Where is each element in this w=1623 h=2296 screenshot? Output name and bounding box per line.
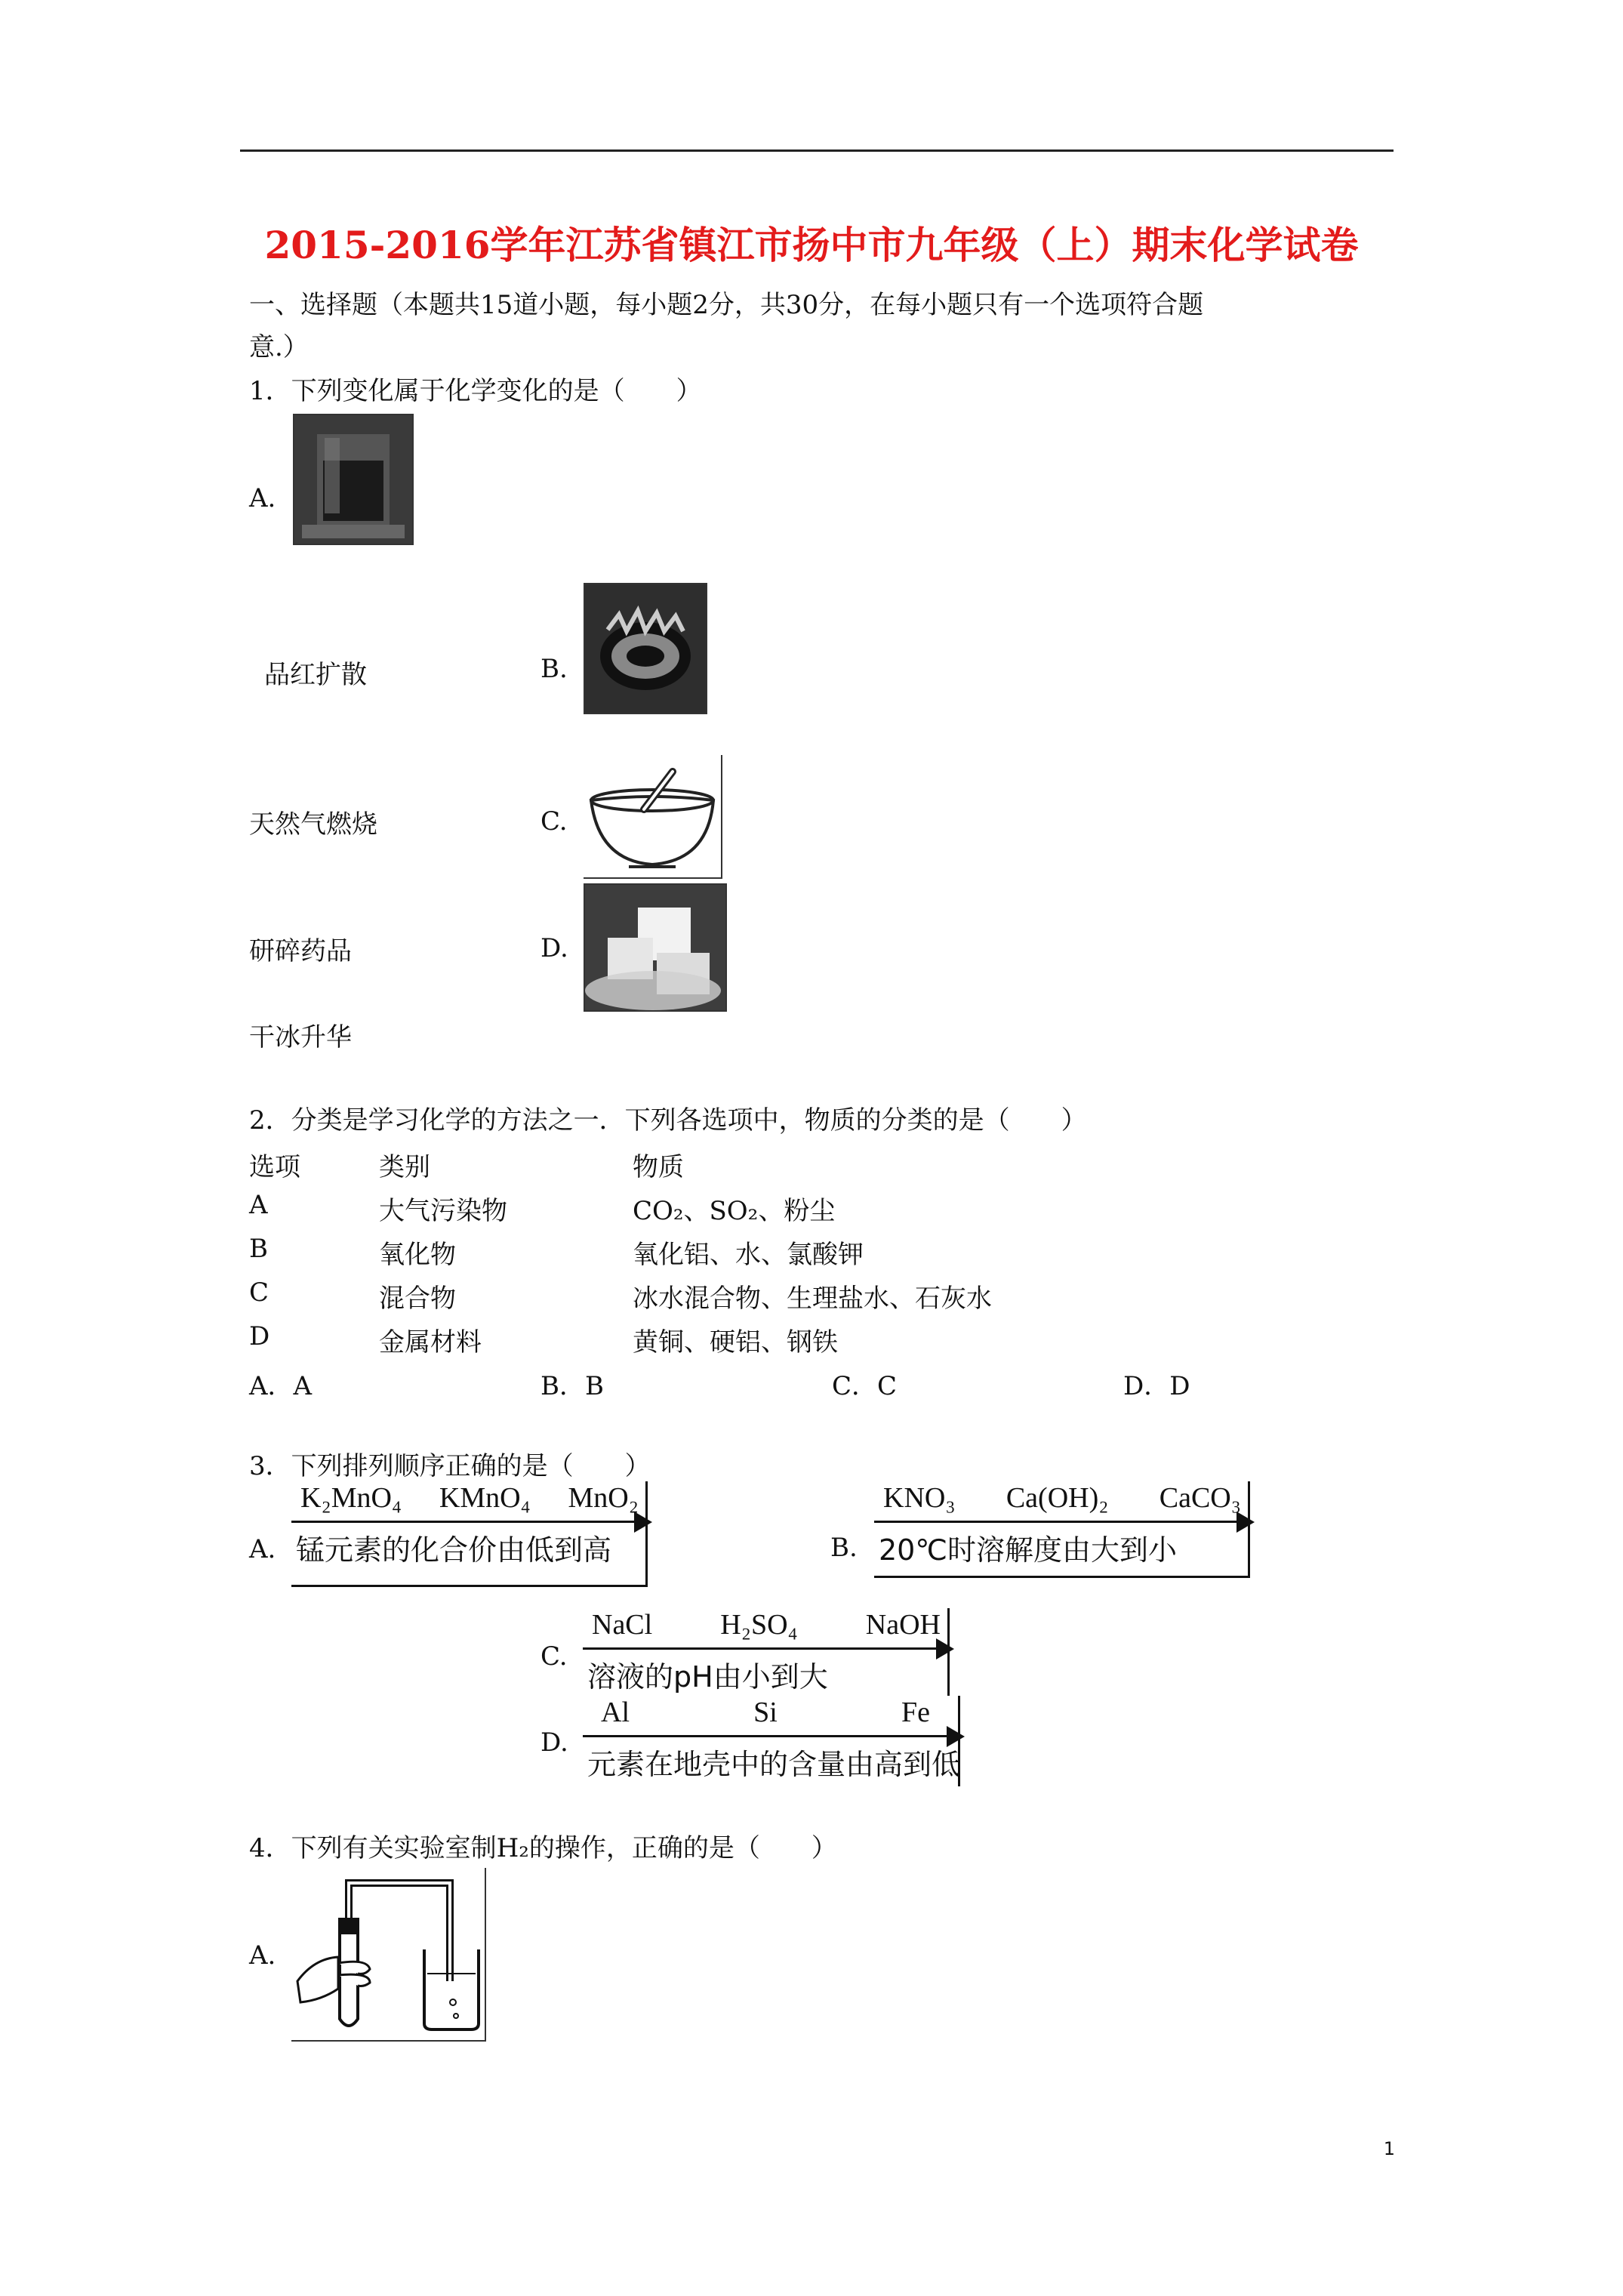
q3-option-d-chems — [583, 1696, 960, 1732]
q2-header-substance: 物质 — [633, 1152, 684, 1182]
q3-option-d-sequence — [583, 1696, 960, 1786]
q1-option-a-image — [293, 414, 414, 545]
mortar-pestle-icon — [584, 755, 721, 877]
q1-option-d-image — [584, 883, 727, 1012]
q3-c-desc: 溶液的pH由小到大 — [587, 1660, 828, 1693]
q3-d-chem-1: Al — [601, 1697, 630, 1728]
q1-option-a-caption: 品红扩散 — [264, 660, 367, 690]
q3-a-chem-2: KMnO₄ — [439, 1482, 531, 1514]
q4-option-a-letter: A. — [249, 1940, 276, 1971]
q2-row-c-option: C — [249, 1277, 269, 1308]
q2-stem: 2．分类是学习化学的方法之一．下列各选项中，物质的分类的是（ ） — [249, 1105, 1087, 1136]
q3-a-arrowhead — [634, 1512, 652, 1533]
q3-option-c-chems — [583, 1608, 950, 1644]
q3-a-underline — [291, 1585, 648, 1587]
q3-option-a-letter: A. — [249, 1534, 276, 1564]
q3-c-chem-1: NaCl — [592, 1609, 653, 1641]
q2-row-a-category: 大气污染物 — [379, 1196, 507, 1226]
q3-b-arrowhead — [1236, 1512, 1255, 1533]
q4-option-a-image — [291, 1868, 486, 2042]
q1-option-b-letter: B. — [540, 654, 568, 684]
q2-row-d-category: 金属材料 — [379, 1327, 482, 1358]
q3-option-b-chems — [874, 1481, 1250, 1518]
q3-option-c-letter: C. — [540, 1641, 568, 1672]
q2-row-c-category: 混合物 — [379, 1284, 456, 1314]
q2-answer-d: D．D — [1123, 1371, 1190, 1401]
q3-option-d-letter: D. — [540, 1727, 568, 1758]
q3-a-chem-3: MnO₂ — [568, 1482, 639, 1514]
q3-b-chem-2: Ca(OH)₂ — [1006, 1482, 1109, 1514]
header-rule — [240, 149, 1394, 152]
q3-a-desc: 锰元素的化合价由低到高 — [296, 1533, 612, 1567]
q3-a-frame — [645, 1481, 648, 1587]
q2-row-b-substance: 氧化铝、水、氯酸钾 — [633, 1240, 864, 1270]
q2-row-d-substance: 黄铜、硬铝、钢铁 — [633, 1327, 838, 1358]
exam-title: 2015-2016学年江苏省镇江市扬中市九年级（上）期末化学试卷 — [264, 223, 1359, 267]
q1-option-d-letter: D. — [540, 933, 568, 963]
q3-a-chem-1: K₂MnO₄ — [300, 1482, 402, 1514]
q3-c-chem-2: H₂SO₄ — [720, 1609, 798, 1641]
q3-option-b-sequence — [874, 1481, 1250, 1578]
beaker-photo-icon — [294, 415, 412, 544]
q2-row-a-option: A — [249, 1190, 268, 1220]
q3-b-chem-1: KNO₃ — [883, 1482, 956, 1514]
q3-a-arrow-line — [291, 1521, 643, 1523]
q3-d-arrow-line — [583, 1735, 956, 1737]
q2-row-a-substance: CO₂、SO₂、粉尘 — [633, 1196, 836, 1226]
q3-b-arrow-line — [874, 1521, 1246, 1523]
q3-d-chem-2: Si — [753, 1697, 778, 1728]
q3-d-chem-3: Fe — [901, 1697, 930, 1728]
q2-header-option: 选项 — [249, 1152, 300, 1182]
q3-c-arrowhead — [936, 1638, 954, 1660]
section-heading-line1: 一、选择题（本题共15道小题，每小题2分，共30分，在每小题只有一个选项符合题 — [249, 290, 1204, 320]
q4-stem: 4．下列有关实验室制H₂的操作，正确的是（ ） — [249, 1833, 837, 1863]
q1-stem: 1．下列变化属于化学变化的是（ ） — [249, 376, 702, 406]
q2-answer-c: C．C — [832, 1371, 898, 1401]
q2-row-d-option: D — [249, 1321, 270, 1351]
q2-header-category: 类别 — [379, 1152, 430, 1182]
q3-c-frame — [947, 1608, 950, 1696]
q3-option-b-letter: B. — [830, 1533, 858, 1563]
q3-b-chem-3: CaCO₃ — [1159, 1482, 1241, 1514]
dry-ice-photo-icon — [585, 885, 725, 1010]
q1-option-c-letter: C. — [540, 806, 568, 837]
gas-flame-photo-icon — [585, 584, 706, 713]
q2-answer-b: B．B — [540, 1371, 604, 1401]
q1-option-b-image — [584, 583, 707, 714]
q3-c-chem-3: NaOH — [865, 1609, 941, 1641]
q3-stem: 3．下列排列顺序正确的是（ ） — [249, 1451, 651, 1481]
q3-option-a-chems — [291, 1481, 648, 1518]
q1-option-c-image — [584, 755, 722, 879]
q3-b-desc: 20℃时溶解度由大到小 — [879, 1533, 1178, 1567]
q1-option-d-caption: 干冰升华 — [249, 1022, 352, 1052]
page-number: 1 — [1383, 2138, 1395, 2159]
q3-option-c-sequence — [583, 1608, 950, 1696]
q3-b-underline — [874, 1576, 1250, 1578]
q1-option-a-letter: A. — [249, 483, 276, 513]
q3-c-arrow-line — [583, 1647, 945, 1650]
q3-d-frame — [958, 1696, 960, 1786]
q2-row-b-option: B — [249, 1234, 268, 1264]
section-heading-line2: 意.） — [249, 332, 309, 362]
q3-option-a-sequence — [291, 1481, 648, 1587]
q1-option-b-caption: 天然气燃烧 — [249, 809, 377, 840]
q3-b-frame — [1248, 1481, 1250, 1578]
q2-row-c-substance: 冰水混合物、生理盐水、石灰水 — [633, 1284, 992, 1314]
q1-option-c-caption: 研碎药品 — [249, 936, 352, 966]
q2-row-b-category: 氧化物 — [379, 1240, 456, 1270]
airtight-check-apparatus-icon — [291, 1868, 485, 2040]
q2-answer-a: A．A — [249, 1371, 313, 1401]
q3-d-desc: 元素在地壳中的含量由高到低 — [587, 1748, 961, 1781]
